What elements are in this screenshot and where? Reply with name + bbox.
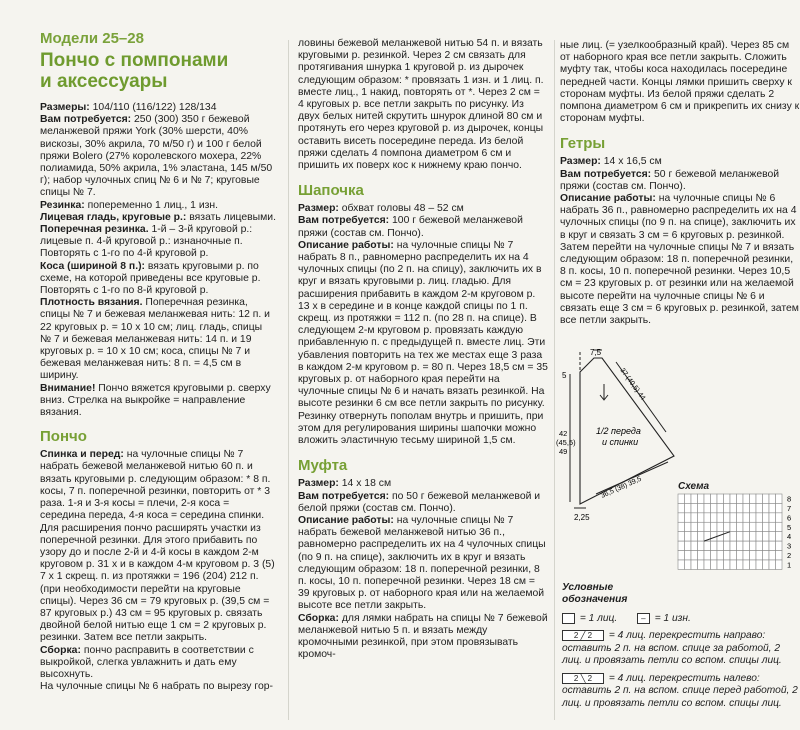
- scheme-cell: [704, 541, 711, 550]
- scheme-cell: [698, 541, 705, 550]
- muff-work-paragraph: Описание работы: на чулочные спицы № 7 набрать бежевой меланжевой нитью 36 п., равномерно распределить их на 4 чулочных спицы (по 9 п. на спице), заключить их в круг и вязать следующим образом: 18 п. поперечной резинки, 8 п. косы, 10 п. поперечной резинки. Через 18 см = 39 круговых р. от наборного края или на желаемой высоте все петли закрыть.: [298, 514, 546, 612]
- scheme-row-label: 1: [787, 560, 792, 570]
- scheme-cell: [743, 541, 750, 550]
- scheme-cell: [776, 503, 783, 512]
- hat-size-paragraph: Размер: обхват головы 48 – 52 см: [298, 203, 464, 215]
- scheme-row-label: 2: [787, 551, 792, 561]
- knitting-direction-arrow-icon: [600, 384, 608, 400]
- scheme-row-label: 4: [787, 532, 792, 542]
- scheme-cell: [737, 560, 744, 569]
- section-heading-muff: Муфта: [298, 457, 348, 475]
- scheme-cell: [743, 560, 750, 569]
- scheme-title: Схема: [678, 481, 710, 492]
- scheme-cell: [737, 541, 744, 550]
- scheme-cell: [685, 532, 692, 541]
- scheme-cell: [691, 513, 698, 522]
- gaiters-size-paragraph: Размер: 14 х 16,5 см: [560, 156, 662, 168]
- scheme-cell: [750, 551, 757, 560]
- column-separator: [288, 40, 289, 720]
- scheme-cell: [724, 503, 731, 512]
- scheme-cell: [769, 494, 776, 503]
- scheme-cell: [737, 503, 744, 512]
- scheme-cell: [691, 541, 698, 550]
- dim-top-label: 7,5: [590, 348, 602, 357]
- scheme-cell: [756, 494, 763, 503]
- scheme-cell: [724, 522, 731, 531]
- scheme-cell: [737, 513, 744, 522]
- dim-bottom-label: 36,5 (38) 39,5: [599, 475, 643, 500]
- legend-k1-row: = 1 лиц. – = 1 изн.: [562, 613, 800, 626]
- scheme-cell: [763, 551, 770, 560]
- scheme-cell: [691, 522, 698, 531]
- scheme-cell: [750, 560, 757, 569]
- scheme-cell: [678, 532, 685, 541]
- muff-materials-paragraph: Вам потребуется: по 50 г бежевой меланжевой и белой пряжи (состав см. Пончо).: [298, 490, 541, 514]
- scheme-cell: [717, 522, 724, 531]
- scheme-cell: [711, 522, 718, 531]
- scheme-cell: [685, 541, 692, 550]
- scheme-cell: [737, 494, 744, 503]
- scheme-cell: [730, 560, 737, 569]
- scheme-cell: [704, 551, 711, 560]
- column-3: [560, 40, 800, 327]
- scheme-cell: [711, 560, 718, 569]
- poncho-continuation-text: ловины бежевой меланжевой нитью 54 п. и вязать круговыми р. резинкой. Через 2 см связать для протягивания шнурка 1 круговой р. из дырочек следующим образом: * провязать 1 изн. и 1 лиц. п. вместе лиц., 1 накид, повторять от *. Через 2 см = 4 круговых р. все петли закрыть по рисунку. Из двух белых нитей скрутить шнурок длиной 80 см и протянуть его через круговой р. из дырочек, концы оставить висеть посередине переда. Из белой пряжи сделать 4 помпона диаметром 6 см и пришить их поверх кос к нижнему краю пончо.: [298, 38, 544, 172]
- scheme-cell: [756, 532, 763, 541]
- piece-label-line-2: и спинки: [602, 437, 639, 447]
- scheme-cell: [756, 522, 763, 531]
- scheme-cell: [776, 494, 783, 503]
- scheme-row-label: 7: [787, 503, 792, 513]
- scheme-cell: [678, 551, 685, 560]
- scheme-row-label: 5: [787, 522, 792, 532]
- scheme-cell: [678, 494, 685, 503]
- muff-assembly-paragraph: Сборка: для лямки набрать на спицы № 7 бежевой меланжевой нитью 5 п. и вязать между кромочными резинкой, при этом провязывать кромоч-: [298, 612, 548, 661]
- scheme-cell: [730, 541, 737, 550]
- scheme-cell: [750, 494, 757, 503]
- scheme-cell: [685, 522, 692, 531]
- scheme-cell: [685, 494, 692, 503]
- scheme-cell: [711, 541, 718, 550]
- scheme-cell: [724, 494, 731, 503]
- scheme-cell: [678, 513, 685, 522]
- scheme-cell: [698, 532, 705, 541]
- hat-work-paragraph: Описание работы: на чулочные спицы № 7 набрать 8 п., равномерно распределить их на 4 чулочных спицы (по 2 п. на спицу), заключить их в круг и вязать круговыми р. лиц. гладью. Для расширения прибавить в каждом 2-м круговом р. 13 х в середине и в конце каждой спицы по 1 п. скрещ. из протяжки = 112 п. (по 28 п. на спице). В следующем 2-м круговом р. провязать каждую прибавленную п. с предыдущей п. вместе лиц. Эти убавления повторить на тех же местах еще 3 раза в каждом 2-м круговом р. = 80 п. Через 18,5 см = 35 круговых р. от наборного края перейти на чулочные спицы № 6 и начать вязать резинкой. На высоте резинки 6 см все петли закрыть по рисунку. Резинку отвернуть пополам внутрь и пришить, при этом для регулирования ширины шапочки можно вложить эластичную тесьму шириной 1,5 см.: [298, 239, 548, 447]
- scheme-cell: [776, 522, 783, 531]
- cable-paragraph: Коса (шириной 8 п.): вязать круговыми р. по схеме, на которой приведены все круговые р. Повторять с 1-го по 8-й круговой р.: [40, 260, 261, 297]
- scheme-row-label: 8: [787, 494, 792, 504]
- scheme-cell: [769, 541, 776, 550]
- scheme-cell: [678, 541, 685, 550]
- legend-cross-right-row: 2 ╱ 2 = 4 лиц. перекрестить направо: оставить 2 п. на вспом. спице за работой, 2 лиц. и провязать петли со вспом. спицы лиц.: [562, 630, 782, 667]
- cross-elastic-paragraph: Поперечная резинка. 1-й – 3-й круговой р.: лицевые п. 4-й круговой р.: изнаночные п. Повторять с 1-го по 4-й круговой р.: [40, 224, 253, 260]
- scheme-cell: [776, 513, 783, 522]
- scheme-cell: [711, 513, 718, 522]
- scheme-cell: [756, 560, 763, 569]
- scheme-cell: [756, 503, 763, 512]
- scheme-cell: [685, 551, 692, 560]
- scheme-cell: [685, 503, 692, 512]
- scheme-cell: [769, 503, 776, 512]
- scheme-cell: [717, 513, 724, 522]
- scheme-cell: [737, 551, 744, 560]
- scheme-cell: [691, 503, 698, 512]
- scheme-cell: [743, 503, 750, 512]
- scheme-cell: [756, 513, 763, 522]
- scheme-cell: [704, 522, 711, 531]
- scheme-cell: [776, 560, 783, 569]
- scheme-cell: [704, 513, 711, 522]
- scheme-cell: [691, 560, 698, 569]
- scheme-cell: [769, 522, 776, 531]
- scheme-cell: [730, 551, 737, 560]
- cross-right-symbol-icon: 2 ╱ 2: [562, 630, 604, 641]
- scheme-cell: [743, 551, 750, 560]
- scheme-row-label: 6: [787, 513, 792, 523]
- materials-paragraph: Вам потребуется: 250 (300) 350 г бежевой меланжевой пряжи York (30% шерсти, 40% вискозы, 30% акрила, 70 м/50 г) и 100 г белой пряжи Bolero (27% королевского мохера, 22% полиамида, 50% акрила, 1% эластана, 145 м/50 г); набор чулочных спиц № 6 и № 7; круговые спицы № 7.: [40, 114, 273, 199]
- scheme-chart: [676, 492, 798, 574]
- scheme-cell: [691, 532, 698, 541]
- page-title-line-2: и аксессуары: [40, 71, 168, 92]
- cross-left-symbol-icon: 2 ╲ 2: [562, 673, 604, 684]
- poncho-continuation: На чулочные спицы № 6 набрать по вырезу гор-: [40, 681, 273, 693]
- column-separator-2: [554, 40, 555, 720]
- dimension-line-bottom: [596, 462, 668, 494]
- scheme-cell: [717, 541, 724, 550]
- dim-small-label: 2,25: [574, 513, 590, 522]
- legend-title-line-1: Условные: [562, 582, 614, 593]
- scheme-cell: [769, 551, 776, 560]
- scheme-cell: [750, 532, 757, 541]
- scheme-cell: [704, 494, 711, 503]
- gauge-paragraph: Плотность вязания. Поперечная резинка, спицы № 7 и бежевая меланжевая нить: 12 п. и 22 круговых р. = 10 х 10 см; лиц. гладь, спицы № 7 и бежевая меланжевая нить: 14 п. и 19 круговых р. = 10 х 10 см; коса, спицы № 7 и бежевая меланжевая нить: 8 п. = 4,5 см в ширину.: [40, 297, 270, 382]
- purl-symbol-icon: –: [637, 613, 650, 624]
- scheme-cell: [717, 560, 724, 569]
- scheme-cell: [730, 513, 737, 522]
- section-heading-poncho: Пончо: [40, 428, 87, 446]
- scheme-cell: [763, 503, 770, 512]
- poncho-assembly-paragraph: Сборка: пончо расправить в соответствии с выкройкой, слегка увлажнить и дать ему высохнуть.: [40, 644, 254, 680]
- scheme-cell: [737, 522, 744, 531]
- scheme-cell: [698, 513, 705, 522]
- gaiters-work-paragraph: Описание работы: на чулочные спицы № 6 набрать 36 п., равномерно распределить их на 4 чулочных спицы (по 9 п. на спице), заключить их в круг и связать 3 см = 6 круговых р. резинкой. Затем перейти на чулочные спицы № 7 и вязать следующим образом: 18 п. поперечной резинки, 8 п. косы, 10 п. поперечной резинки. Через 10,5 см = 23 круговых р. от резинки или на желаемой высоте перейти на чулочные спицы № 6 и связать еще 3 см = 6 круговых р. резинкой, затем все петли закрыть.: [560, 193, 799, 327]
- scheme-cell: [704, 560, 711, 569]
- scheme-cell: [776, 532, 783, 541]
- scheme-cell: [704, 503, 711, 512]
- scheme-cell: [717, 494, 724, 503]
- scheme-cell: [711, 503, 718, 512]
- legend-cross-left-row: 2 ╲ 2 = 4 лиц. перекрестить налево: оставить 2 п. на вспом. спице перед работой, 2 лиц. и провязать петли со вспом. спицы лиц.: [562, 673, 798, 709]
- scheme-cell: [743, 513, 750, 522]
- scheme-cell: [756, 541, 763, 550]
- scheme-cell: [769, 532, 776, 541]
- poncho-back-front-paragraph: Спинка и перед: на чулочные спицы № 7 набрать бежевой меланжевой нитью 60 п. и вязать круговыми р. следующим образом: * 8 п. косы, 7 п. поперечной резинки, повторить от * 3 раза. 1-я и 3-я косы = плечи, 2-я коса = середина переда, 4-я коса = середина спинки. Для расширения пончо раcширять участки из поперечной резинки. Для этого прибавить по узору до и после 2-й и 4-й косы в каждом 2-м круговом р. 31 х и в каждом 4-м круговом р. 3 (5) 7 х 1 скрещ. п. из протяжки = 196 (204) 212 п. (при необходимости перейти на круговые спицы). Через 36 см = 79 круговых р. (39,5 см = 87 круговых р.) 43 см = 95 круговых р. связать двойной белой нитью еще 1 см = 2 круговых р. резинки. Затем все петли закрыть.: [40, 449, 275, 644]
- scheme-cell: [698, 503, 705, 512]
- scheme-cell: [743, 532, 750, 541]
- legend-title-line-2: обозначения: [562, 594, 628, 606]
- dim-slope-label: 37 (40,5) 44: [618, 367, 647, 402]
- scheme-cell: [769, 513, 776, 522]
- scheme-cell: [730, 532, 737, 541]
- scheme-cell: [678, 503, 685, 512]
- scheme-cell: [678, 560, 685, 569]
- pattern-diagram: [556, 344, 686, 534]
- scheme-cell: [717, 503, 724, 512]
- stockinette-paragraph: Лицевая гладь, круговые р.: вязать лицевыми.: [40, 211, 276, 223]
- scheme-cell: [763, 560, 770, 569]
- scheme-cell: [737, 532, 744, 541]
- scheme-cell: [685, 560, 692, 569]
- scheme-cell: [698, 494, 705, 503]
- scheme-cell: [763, 532, 770, 541]
- elastic-paragraph: Резинка: попеременно 1 лиц., 1 изн.: [40, 199, 219, 211]
- note-paragraph: Внимание! Пончо вяжется круговыми р. сверху вниз. Стрелка на выкройке = направление вязания.: [40, 382, 271, 419]
- muff-continuation-text: ные лиц. (= узелкообразный край). Через 85 см от наборного края все петли закрыть. Сложить муфту так, чтобы коса находилась посередине передней части. Концы лямки пришить сверху к сторонам муфты. Из белой пряжи сделать 2 помпона диаметром 6 см и прикрепить их снизу к сторонам муфты.: [560, 40, 800, 125]
- scheme-cell: [711, 551, 718, 560]
- scheme-cell: [750, 541, 757, 550]
- legend: [562, 582, 800, 710]
- scheme-cell: [763, 522, 770, 531]
- gaiters-materials-paragraph: Вам потребуется: 50 г бежевой меланжевой пряжи (состав см. Пончо).: [560, 168, 780, 192]
- dim-height-label-1: 42: [559, 429, 568, 438]
- dim-height-label-3: 49: [559, 447, 568, 456]
- models-label: Модели 25–28: [40, 30, 144, 47]
- scheme-cell: [730, 503, 737, 512]
- scheme-cell: [756, 551, 763, 560]
- scheme-cell: [724, 560, 731, 569]
- scheme-cell: [678, 522, 685, 531]
- scheme-cell: [750, 513, 757, 522]
- scheme-cell: [743, 522, 750, 531]
- muff-size-paragraph: Размер: 14 х 18 см: [298, 478, 392, 490]
- column-2: [298, 38, 548, 661]
- scheme-cell: [769, 560, 776, 569]
- dim-height-label-2: (45,5): [556, 438, 576, 447]
- section-heading-gaiters: Гетры: [560, 135, 606, 153]
- scheme-cell: [776, 551, 783, 560]
- scheme-cell: [750, 503, 757, 512]
- scheme-cell: [691, 551, 698, 560]
- scheme-cell: [685, 513, 692, 522]
- scheme-cell: [743, 494, 750, 503]
- column-1: [40, 30, 276, 693]
- scheme-cell: [763, 541, 770, 550]
- scheme-cell: [711, 494, 718, 503]
- scheme-cell: [717, 551, 724, 560]
- scheme-cell: [730, 494, 737, 503]
- scheme-cell: [724, 513, 731, 522]
- scheme-cell: [730, 522, 737, 531]
- hat-materials-paragraph: Вам потребуется: 100 г бежевой меланжевой пряжи (состав см. Пончо).: [298, 215, 523, 239]
- knit-symbol-icon: [562, 613, 575, 624]
- piece-label-line-1: 1/2 переда: [596, 426, 641, 436]
- scheme-cell: [750, 522, 757, 531]
- scheme-cell: [698, 560, 705, 569]
- scheme-cell: [724, 541, 731, 550]
- scheme-cell: [698, 551, 705, 560]
- scheme-cell: [724, 551, 731, 560]
- scheme-cell: [698, 522, 705, 531]
- scheme-cell: [691, 494, 698, 503]
- scheme-cell: [763, 513, 770, 522]
- page-title-line-1: Пончо с помпонами: [40, 50, 229, 71]
- scheme-cell: [776, 541, 783, 550]
- scheme-cell: [763, 494, 770, 503]
- dim-left-top-label: 5: [562, 371, 567, 380]
- section-heading-hat: Шапочка: [298, 182, 364, 200]
- scheme-row-label: 3: [787, 541, 792, 551]
- sizes-paragraph: Размеры: 104/110 (116/122) 128/134: [40, 102, 217, 113]
